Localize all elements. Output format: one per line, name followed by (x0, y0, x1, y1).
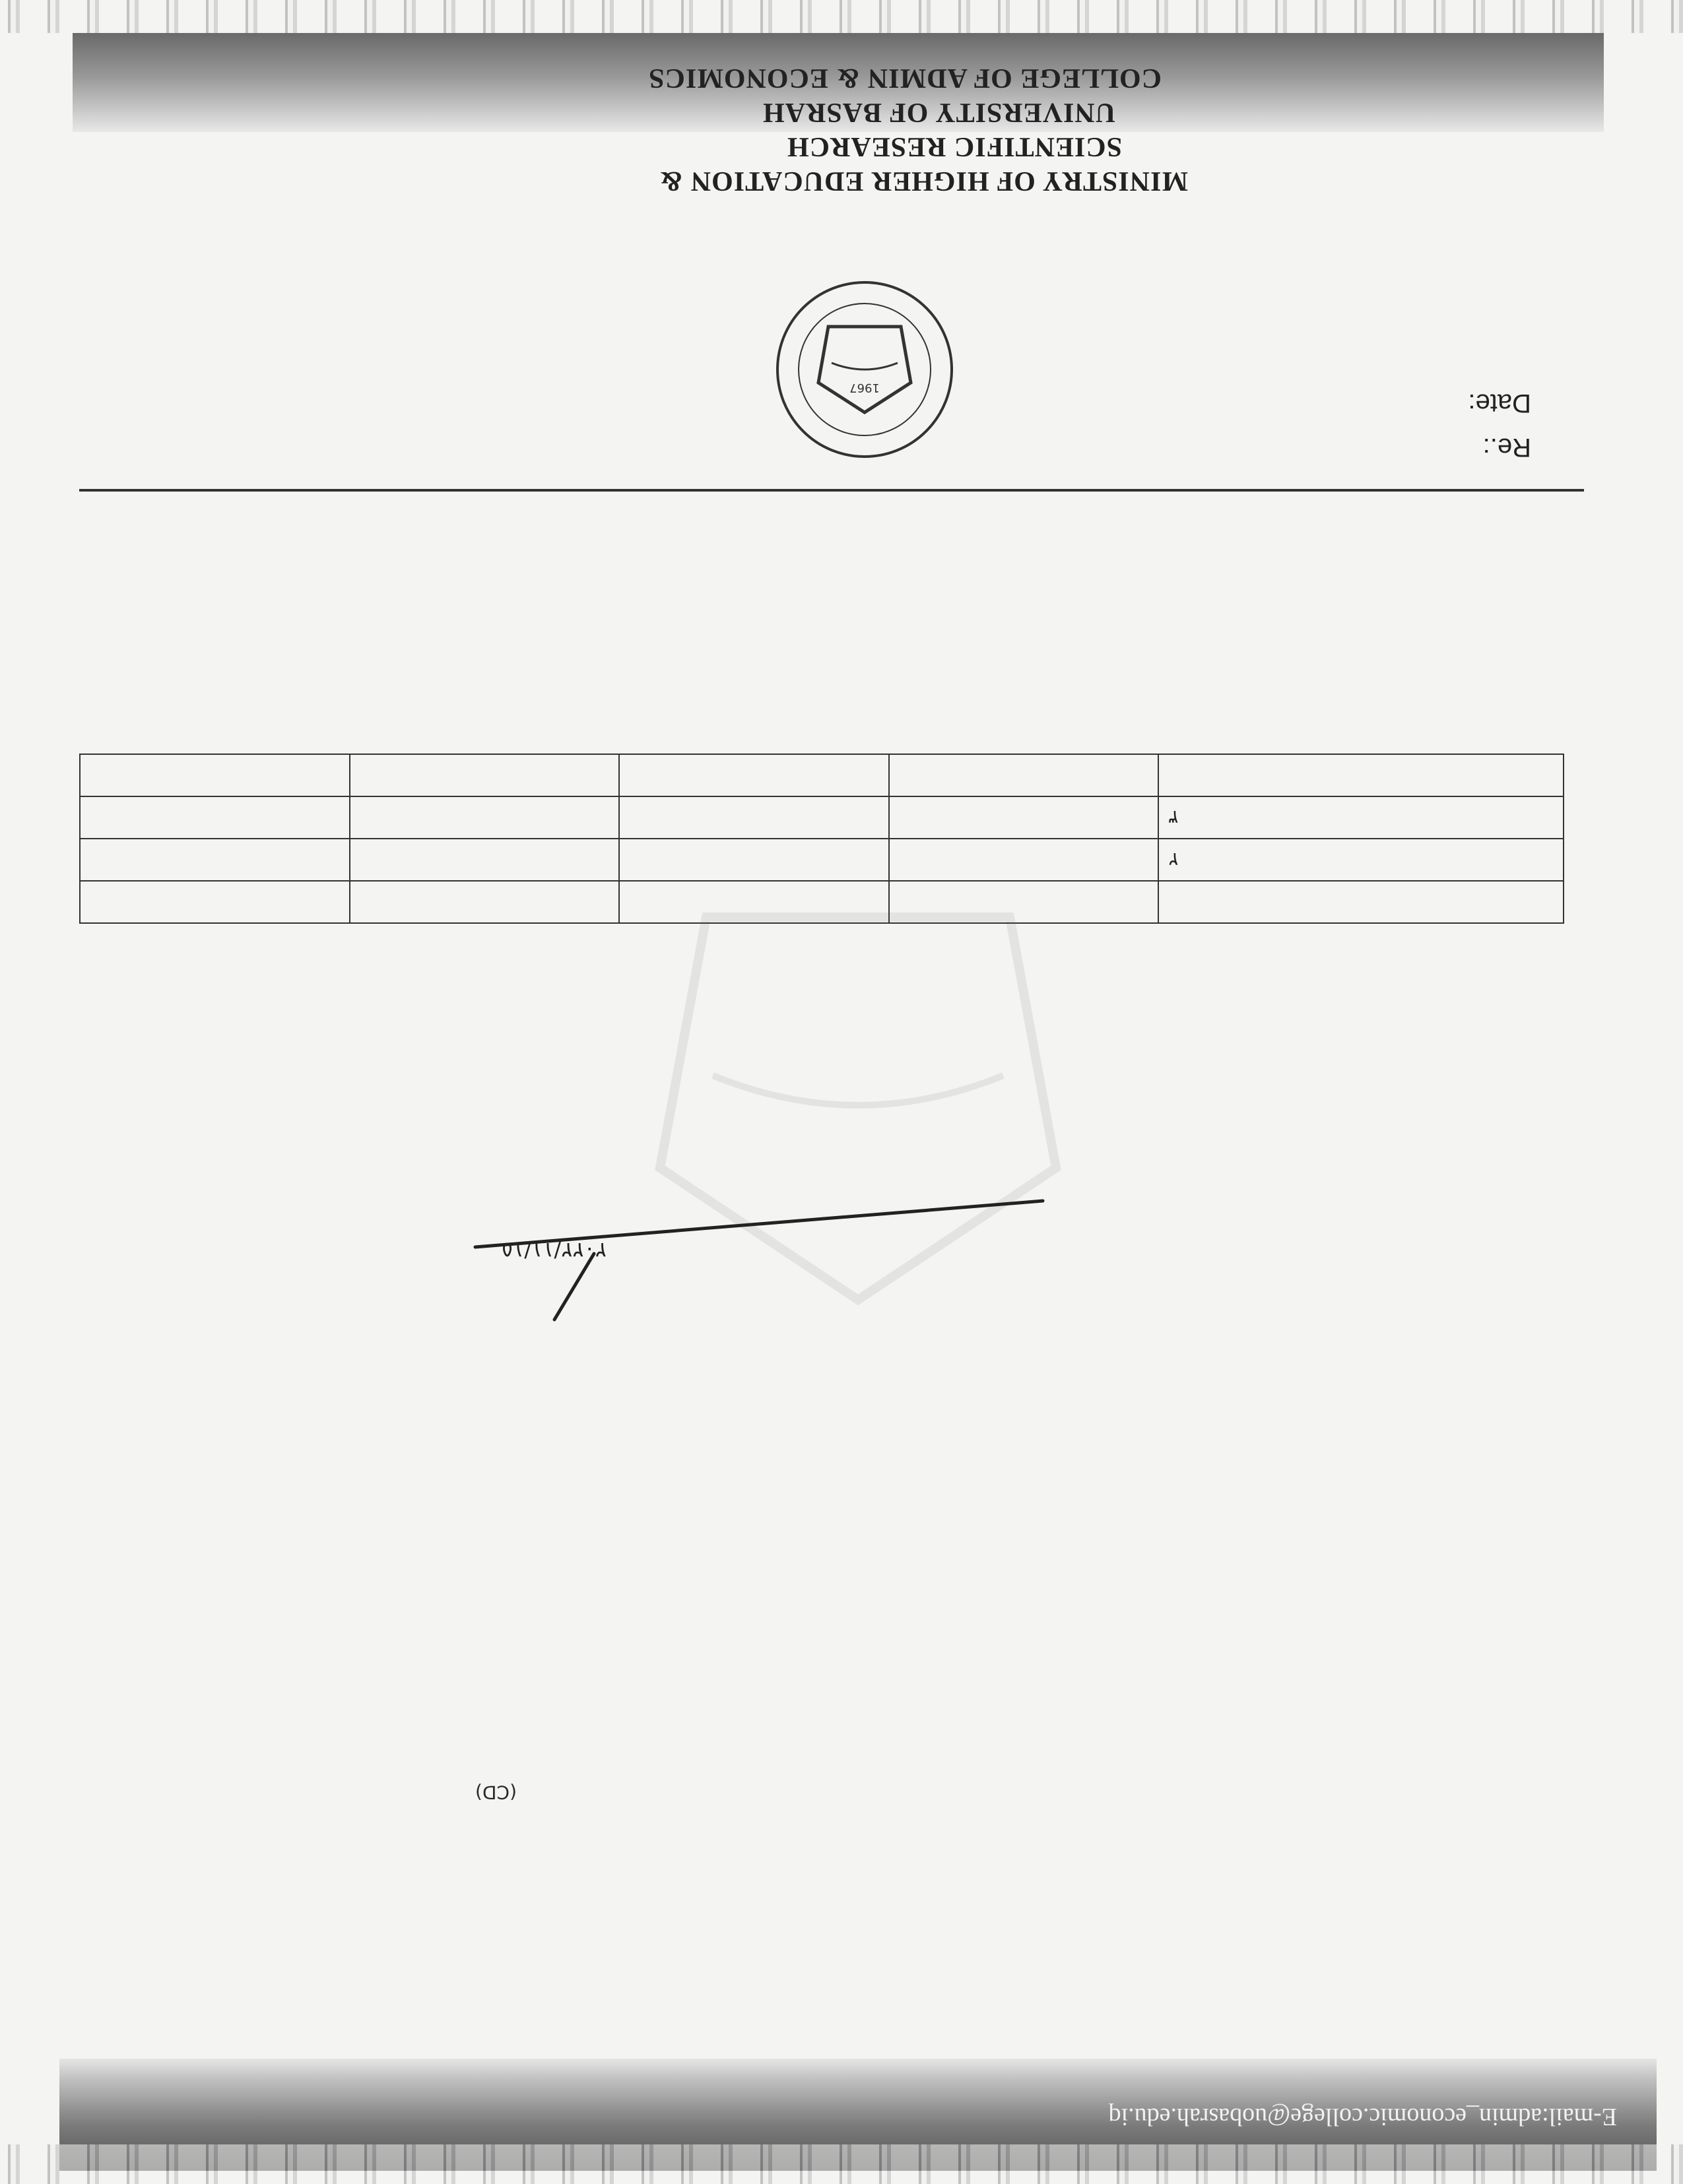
college-seal-icon (772, 277, 957, 462)
ref-label: Re.: (1482, 433, 1531, 462)
ministry-line-4: COLLEGE OF ADMIN & ECONOMICS (648, 63, 1162, 93)
signature-block (502, 1234, 607, 1267)
cc-media: (CD) (475, 1782, 517, 1803)
ministry-line-2: SCIENTIFIC RESEARCH (787, 131, 1122, 162)
svg-text:1967: 1967 (849, 381, 880, 395)
ministry-heading (462, 61, 1188, 198)
table-cell (889, 754, 1159, 796)
signature (396, 1159, 1056, 1333)
signature-date: ٢٠٢٢/١١/١٥ (502, 1238, 607, 1263)
scan-artifact (0, 2144, 1683, 2184)
scan-artifact (0, 0, 1683, 33)
table-cell (1158, 881, 1564, 923)
college-email: E-mail:admin_economic.college@uobasrah.edu.iq (1108, 2103, 1617, 2131)
table-cell (619, 754, 889, 796)
table-cell (350, 754, 620, 796)
table-cell (80, 839, 350, 881)
table-cell: ٢ (1158, 839, 1564, 881)
date-label: Date: (1468, 389, 1531, 418)
reference-box (1069, 373, 1531, 462)
ministry-line-1: MINISTRY OF HIGHER EDUCATION & (659, 166, 1188, 196)
cc-list (475, 1776, 1683, 1808)
table-cell (80, 754, 350, 796)
table-row (80, 754, 1564, 796)
table-cell (1158, 754, 1564, 796)
table-cell (80, 881, 350, 923)
ministry-line-3: UNIVERSITY OF BASRAH (762, 97, 1115, 127)
table-cell: ٣ (1158, 796, 1564, 839)
header-divider (79, 489, 1584, 492)
table-cell (80, 796, 350, 839)
